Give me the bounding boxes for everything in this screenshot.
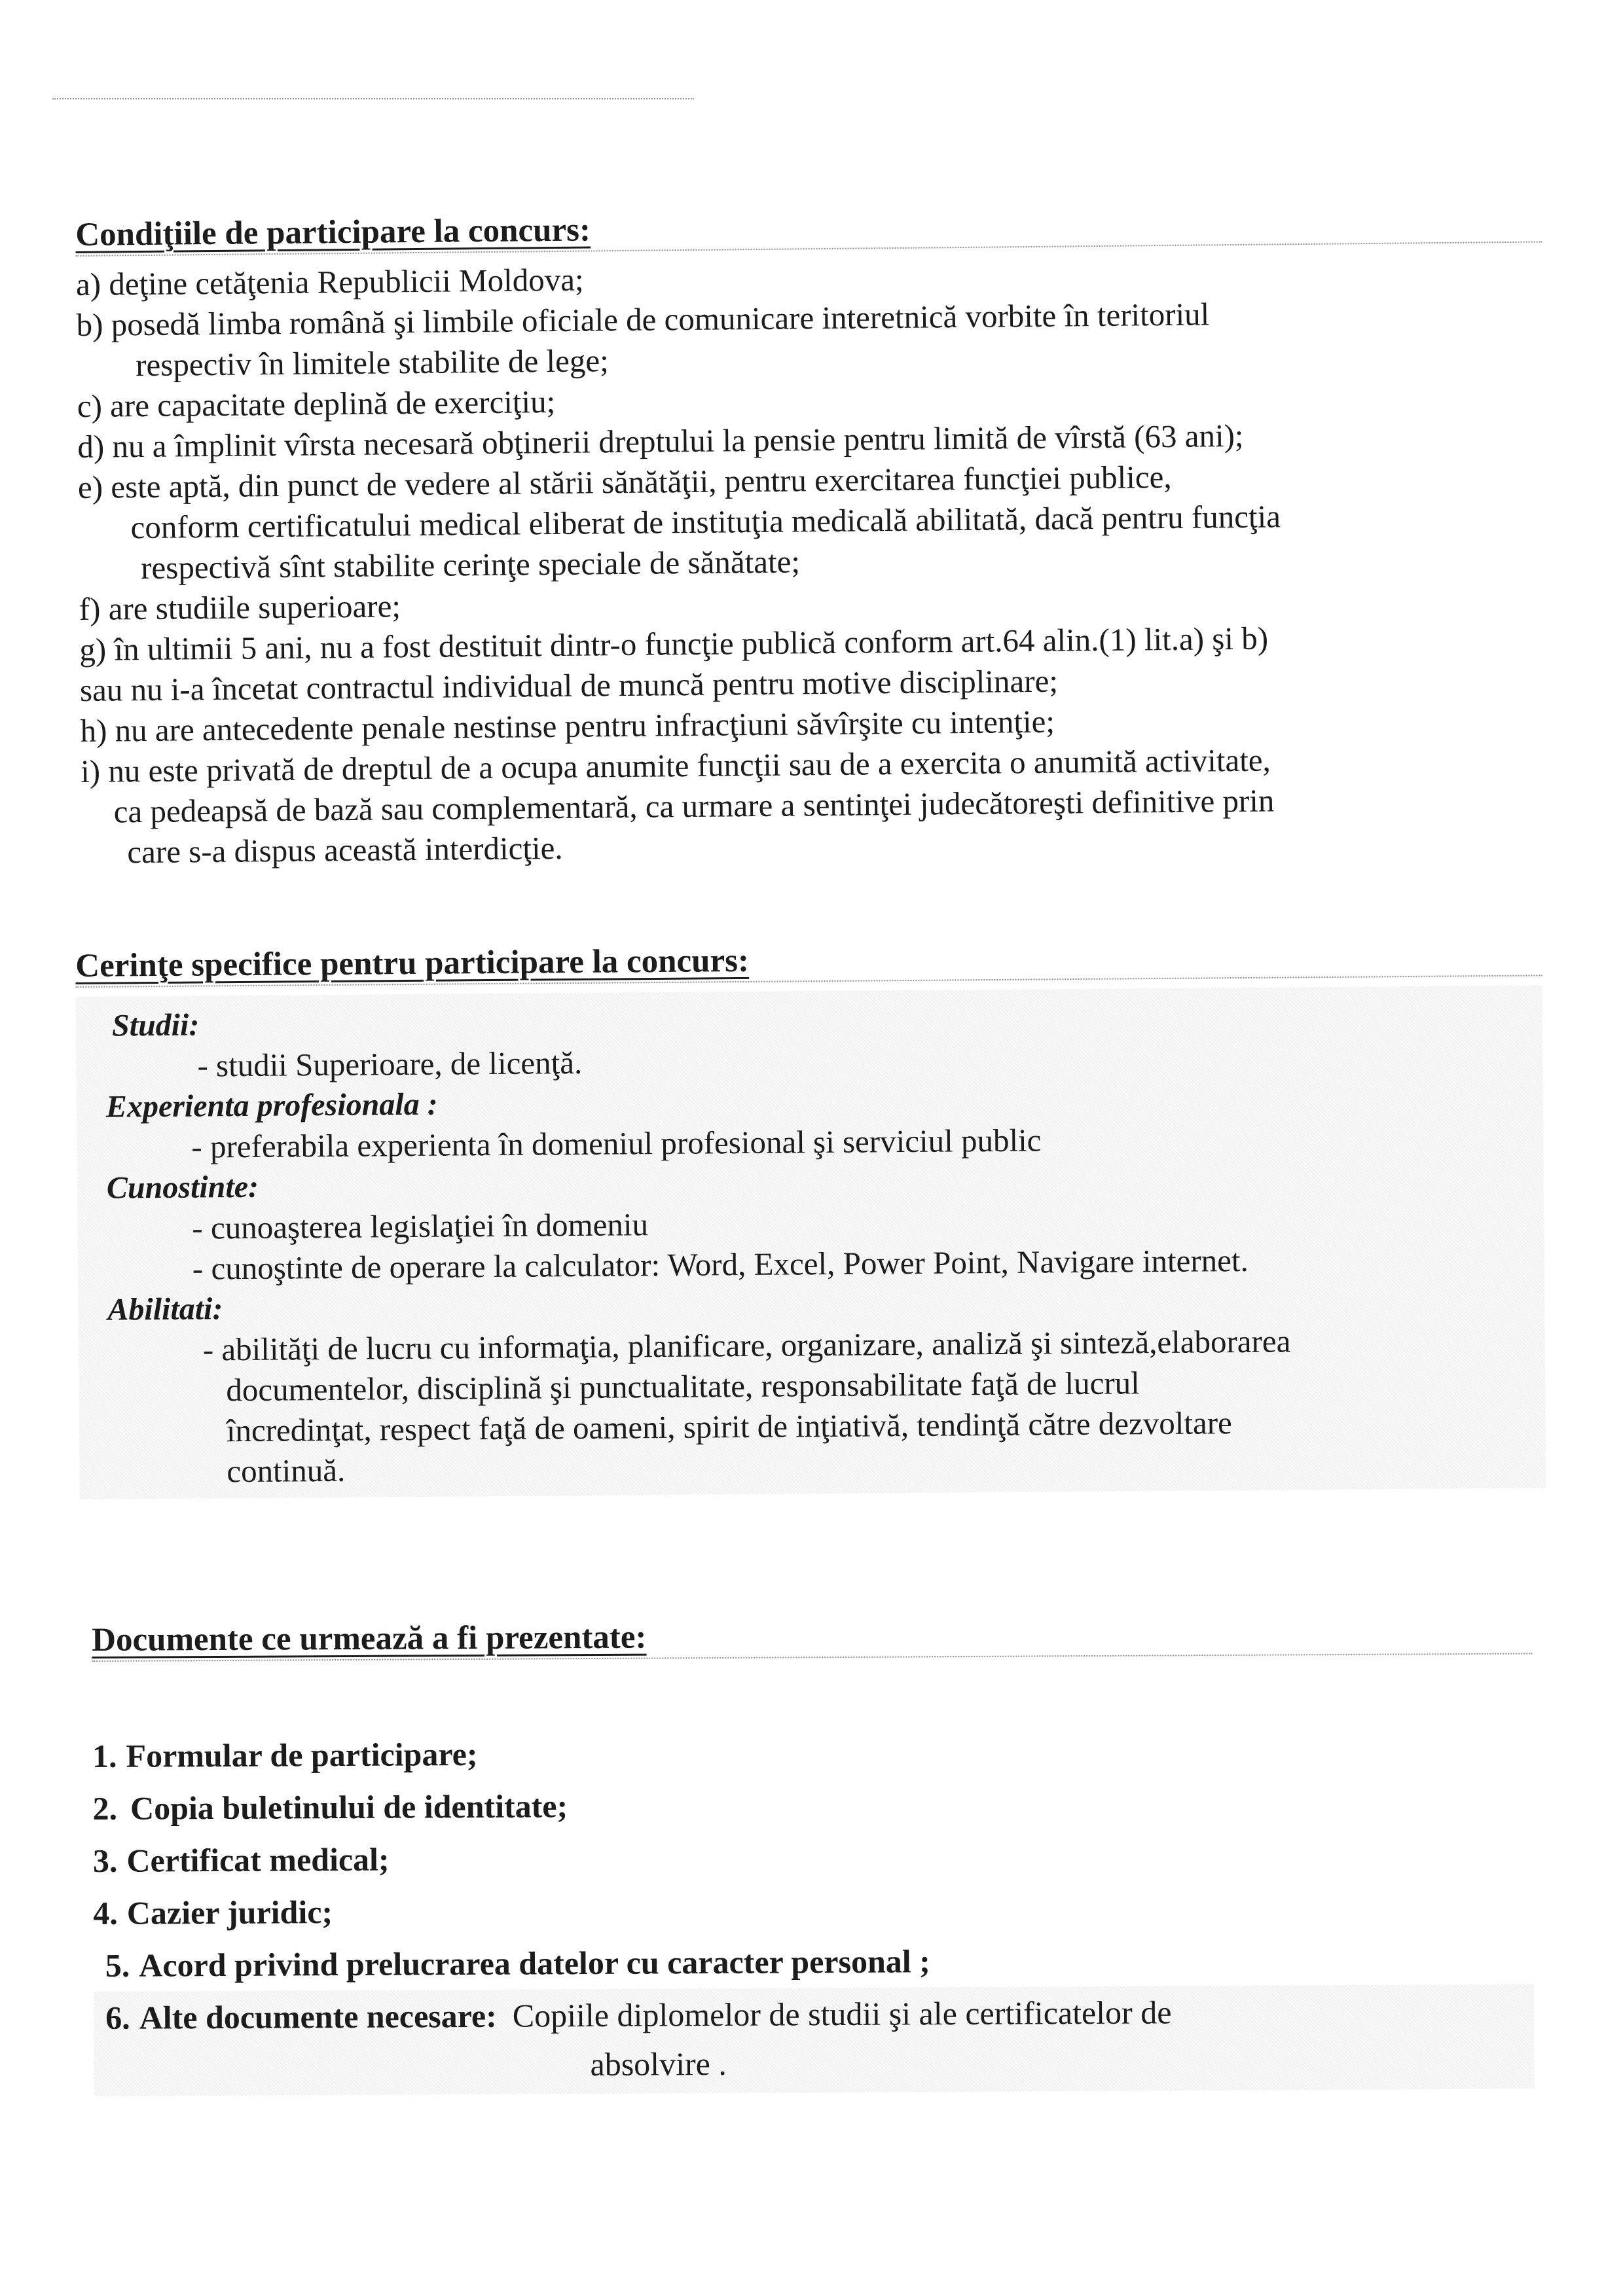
document-item-1-number: 1. bbox=[92, 1737, 117, 1774]
studii-line: - studii Superioare, de licenţă. bbox=[197, 1044, 583, 1084]
abilitati-line-4: continuă. bbox=[227, 1452, 346, 1490]
experienta-line: - preferabila experienta în domeniul profesional şi serviciul public bbox=[191, 1122, 1042, 1165]
conditions-list bbox=[76, 250, 1548, 872]
condition-e bbox=[78, 453, 1546, 588]
condition-h-line-1: h) nu are antecedente penale nestinse pentru infracţiuni săvîrşite cu intenţie; bbox=[80, 703, 1055, 749]
document-item-3 bbox=[93, 1827, 1533, 1887]
document-item-6-value-line-1: Copiile diplomelor de studii şi ale certificatelor de bbox=[512, 1994, 1172, 2034]
document-item-6-number: 6. bbox=[105, 1999, 130, 2036]
document-item-5-label: Acord privind prelucrarea datelor cu caracter personal ; bbox=[139, 1943, 930, 1984]
documents-section bbox=[92, 1612, 1535, 2096]
documents-heading-text: Documente ce urmează a fi prezentate: bbox=[92, 1619, 647, 1659]
condition-f-line-1: f) are studiile superioare; bbox=[79, 588, 401, 627]
condition-a-line-1: a) deţine cetăţenia Republicii Moldova; bbox=[75, 261, 584, 302]
conditions-heading bbox=[75, 200, 1542, 259]
condition-i-line-2: ca pedeapsă de bază sau complementară, ca urmare a sentinţei judecătoreşti definitive prin bbox=[113, 782, 1275, 830]
document-item-1 bbox=[92, 1722, 1533, 1782]
condition-e-line-1: e) este aptă, din punct de vedere al stării sănătăţii, pentru exercitarea funcţiei publice, bbox=[77, 458, 1172, 505]
document-item-1-label: Formular de participare; bbox=[126, 1735, 478, 1774]
condition-e-line-2: conform certificatului medical eliberat de instituţia medicală abilitată, dacă pentru funcţia bbox=[130, 498, 1281, 546]
abilitati-line-1: - abilităţi de lucru cu informaţia, planificare, organizare, analiză şi sinteză,elaborarea bbox=[202, 1323, 1291, 1368]
document-item-5-number: 5. bbox=[105, 1946, 130, 1984]
specific-heading bbox=[75, 934, 1542, 990]
condition-d-line-1: d) nu a împlinit vîrsta necesară obţinerii dreptului la pensie pentru limită de vîrstă (63 ani); bbox=[77, 417, 1244, 465]
document-item-5 bbox=[94, 1931, 1534, 1992]
document-item-4-label: Cazier juridic; bbox=[126, 1893, 333, 1931]
specific-requirements-body bbox=[76, 985, 1546, 1499]
document-item-6-value-line-2: absolvire . bbox=[590, 2045, 727, 2083]
condition-c-line-1: c) are capacitate deplină de exerciţiu; bbox=[77, 383, 556, 424]
condition-g-line-2: sau nu i-a încetat contractul individual de muncă pentru motive disciplinare; bbox=[79, 662, 1059, 708]
top-divider bbox=[52, 98, 694, 99]
conditions-heading-text: Condiţiile de participare la concurs: bbox=[75, 211, 591, 253]
conditions-section bbox=[75, 200, 1548, 872]
cunostinte-line-2: - cunoştinte de operare la calculator: Word, Excel, Power Point, Navigare internet. bbox=[192, 1242, 1249, 1287]
condition-i bbox=[81, 737, 1548, 872]
condition-i-line-3: care s-a dispus această interdicţie. bbox=[127, 829, 563, 870]
documents-heading bbox=[92, 1612, 1532, 1664]
condition-b-line-1: b) posedă limba română şi limbile oficiale de comunicare interetnică vorbite în teritoriul bbox=[76, 296, 1210, 343]
specific-heading-text: Cerinţe specifice pentru participare la concurs: bbox=[75, 942, 750, 984]
condition-g bbox=[79, 615, 1546, 710]
document-item-6 bbox=[94, 1984, 1535, 2096]
document-item-2 bbox=[92, 1774, 1533, 1835]
cunostinte-title: Cunostinte: bbox=[106, 1169, 259, 1206]
condition-i-line-1: i) nu este privată de dreptul de a ocupa anumite funcţii sau de a exercita o anumită activitate, bbox=[80, 742, 1271, 789]
document-item-3-label: Certificat medical; bbox=[126, 1840, 390, 1879]
studii-title: Studii: bbox=[111, 1007, 200, 1043]
documents-list bbox=[92, 1722, 1535, 2096]
document-item-4 bbox=[93, 1879, 1533, 1939]
cunostinte-line-1: - cunoaşterea legislaţiei în domeniu bbox=[192, 1206, 649, 1246]
condition-b bbox=[76, 291, 1543, 386]
document-item-2-label: Copia buletinului de identitate; bbox=[130, 1787, 568, 1827]
document-item-4-number: 4. bbox=[93, 1894, 118, 1931]
experienta-title: Experienta profesionala : bbox=[105, 1086, 438, 1124]
document-item-3-number: 3. bbox=[92, 1842, 118, 1879]
condition-b-line-2: respectiv în limitele stabilite de lege; bbox=[135, 342, 609, 384]
document-item-6-label: Alte documente necesare: bbox=[139, 1997, 497, 2036]
document-item-2-number: 2. bbox=[92, 1789, 118, 1827]
condition-g-line-1: g) în ultimii 5 ani, nu a fost destituit dintr-o funcţie publică conform art.64 alin.(1) lit.a) şi b) bbox=[79, 620, 1269, 668]
abilitati-line-2: documentelor, disciplină şi punctualitate, responsabilitate faţă de lucrul bbox=[226, 1365, 1140, 1408]
condition-e-line-3: respectivă sînt stabilite cerinţe speciale de sănătate; bbox=[140, 543, 801, 586]
specific-requirements-section bbox=[75, 934, 1546, 1499]
abilitati-line-3: încredinţat, respect faţă de oameni, spirit de inţiativă, tendinţă către dezvoltare bbox=[226, 1405, 1233, 1449]
abilitati-title: Abilitati: bbox=[107, 1291, 223, 1327]
